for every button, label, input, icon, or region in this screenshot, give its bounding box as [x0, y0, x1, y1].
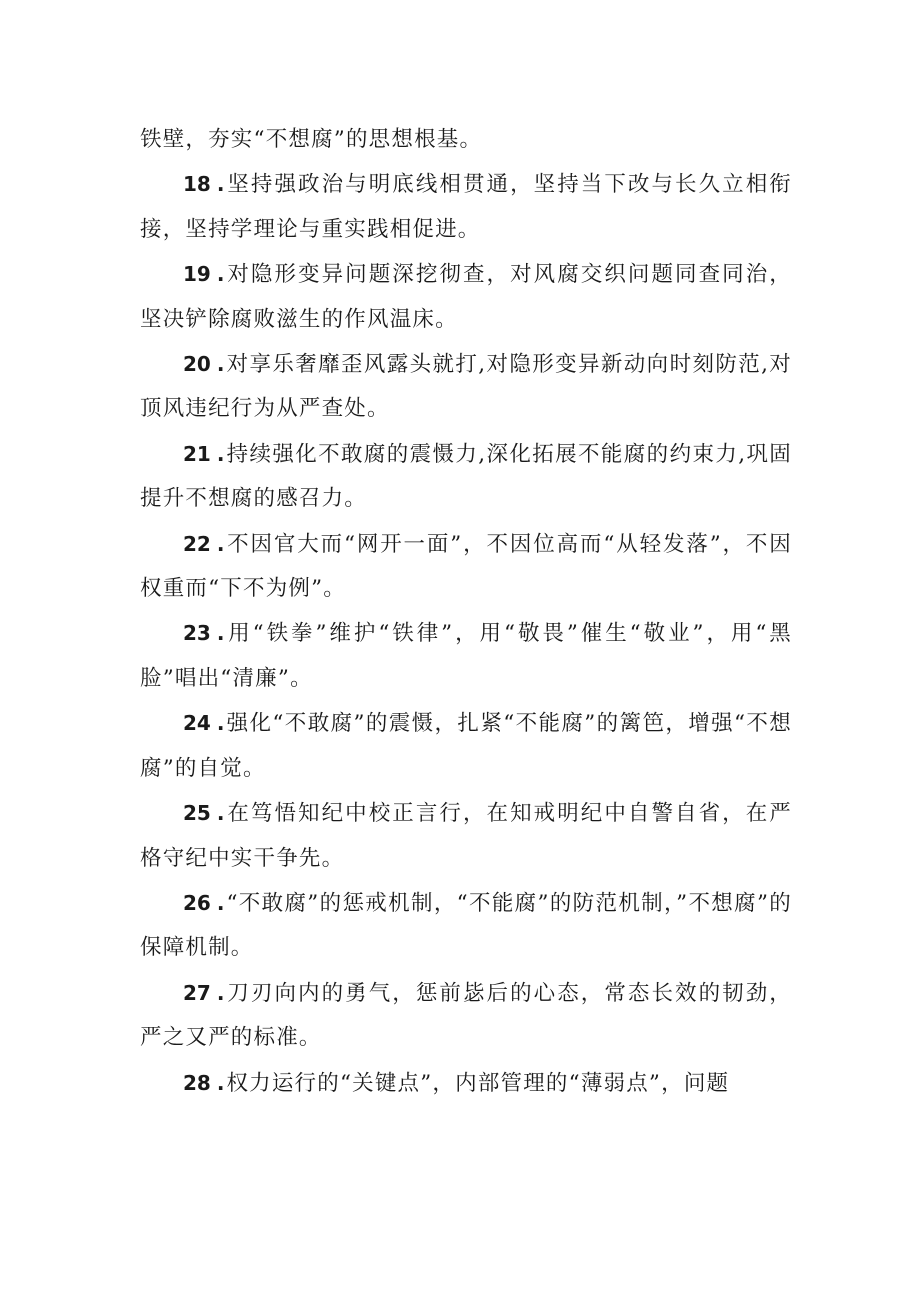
item-separator: . [216, 262, 225, 287]
list-item-28 [140, 1061, 792, 1106]
item-text: 对享乐奢靡歪风露头就打,对隐形变异新动向时刻防范,对顶风违纪行为从严查处。 [140, 352, 792, 422]
list-item-27 [140, 971, 792, 1061]
item-number: 22 [183, 531, 211, 556]
list-item-25 [140, 791, 792, 881]
item-number: 28 [183, 1070, 211, 1095]
item-text: 刀刃向内的勇气，惩前毖后的心态，常态长效的韧劲，严之又严的标准。 [140, 980, 792, 1051]
item-text: 权力运行的“关键点”，内部管理的“薄弱点”，问题 [226, 1070, 730, 1096]
list-item-24 [140, 701, 792, 791]
item-number: 24 [183, 711, 211, 736]
list-item-26 [140, 881, 792, 971]
list-item-23 [140, 611, 792, 701]
list-item-18 [140, 162, 792, 252]
item-text: 强化“不敢腐”的震慑，扎紧“不能腐”的篱笆，增强“不想腐”的自觉。 [140, 711, 792, 781]
item-separator: . [216, 531, 225, 556]
item-separator: . [216, 890, 225, 915]
list-item-19 [140, 252, 792, 342]
item-number: 23 [183, 621, 211, 646]
item-text: 不因官大而“网开一面”，不因位高而“从轻发落”，不因权重而“下不为例”。 [140, 531, 792, 602]
document-body [140, 118, 792, 1106]
item-separator: . [216, 711, 225, 736]
list-item-22 [140, 522, 792, 612]
item-number: 19 [183, 262, 211, 287]
item-number: 21 [183, 441, 211, 466]
item-separator: . [216, 1070, 225, 1095]
item-separator: . [216, 352, 225, 377]
item-separator: . [216, 621, 225, 646]
item-text: 在笃悟知纪中校正言行，在知戒明纪中自警自省，在严格守纪中实干争先。 [140, 801, 792, 871]
item-text: 对隐形变异问题深挖彻查，对风腐交织问题同查同治，坚决铲除腐败滋生的作风温床。 [140, 262, 792, 332]
item-text: “不敢腐”的惩戒机制，“不能腐”的防范机制，”不想腐”的保障机制。 [140, 890, 792, 961]
list-item-20 [140, 342, 792, 432]
lead-paragraph: 铁壁，夯实“不想腐”的思想根基。 [140, 127, 483, 152]
list-item-21 [140, 432, 792, 522]
item-number: 18 [183, 172, 211, 197]
item-number: 25 [183, 801, 211, 826]
item-text: 持续强化不敢腐的震慑力,深化拓展不能腐的约束力,巩固提升不想腐的感召力。 [140, 441, 792, 512]
item-number: 27 [183, 980, 211, 1005]
item-number: 26 [183, 890, 211, 915]
item-separator: . [216, 172, 225, 197]
item-separator: . [216, 980, 225, 1005]
item-text: 用“铁拳”维护“铁律”，用“敬畏”催生“敬业”，用“黑脸”唱出“清廉”。 [140, 621, 792, 691]
item-text: 坚持强政治与明底线相贯通，坚持当下改与长久立相衔接，坚持学理论与重实践相促进。 [140, 172, 792, 242]
item-number: 20 [183, 352, 211, 377]
item-separator: . [216, 441, 225, 466]
item-separator: . [216, 801, 225, 826]
